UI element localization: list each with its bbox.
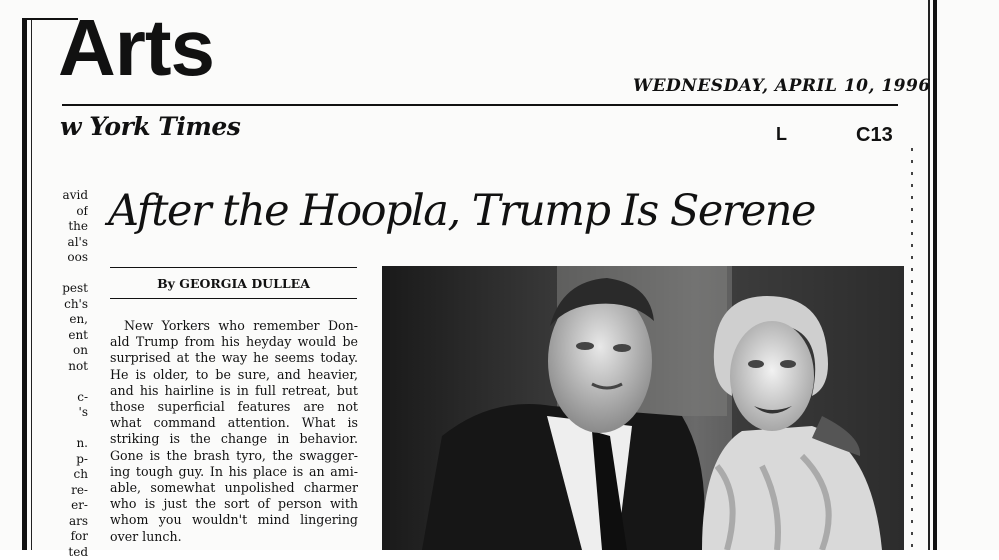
article-body-line: He is older, to be sure, and heavier,	[110, 367, 358, 383]
masthead: w York Times	[60, 112, 240, 141]
column-fragment: ent	[44, 328, 88, 344]
photo-illustration	[382, 266, 904, 550]
article-body-line: New Yorkers who remember Don-	[110, 318, 358, 334]
column-fragment: ted	[44, 545, 88, 560]
article-body-line: ald Trump from his heyday would be	[110, 334, 358, 350]
column-fragment: p-	[44, 452, 88, 468]
article-body-line: ing tough guy. In his place is an ami-	[110, 464, 358, 480]
section-title: Arts	[58, 8, 214, 88]
edition-letter: L	[776, 124, 787, 145]
header-rule	[62, 104, 898, 106]
column-fragment: not	[44, 359, 88, 375]
column-fragment: ch's	[44, 297, 88, 313]
article-body-line: able, somewhat unpolished charmer	[110, 480, 358, 496]
dateline: WEDNESDAY, APRIL 10, 1996	[633, 76, 931, 96]
article-body-line: what command attention. What is	[110, 415, 358, 431]
article-body-line: those superficial features are not	[110, 399, 358, 415]
column-fragment: er-	[44, 498, 88, 514]
column-fragment	[44, 421, 88, 437]
column-fragment: al's	[44, 235, 88, 251]
column-fragment: ars	[44, 514, 88, 530]
byline-rule-top	[110, 267, 357, 268]
column-fragment: 's	[44, 405, 88, 421]
adjacent-column-fragments	[44, 188, 88, 560]
column-fragment: for	[44, 529, 88, 545]
article-body-line: and his hairline is in full retreat, but	[110, 383, 358, 399]
column-fragment: re-	[44, 483, 88, 499]
column-fragment: ch	[44, 467, 88, 483]
scan-border-left	[22, 18, 27, 550]
column-fragment	[44, 266, 88, 282]
scan-border-left-inner	[31, 18, 32, 550]
article-byline: By GEORGIA DULLEA	[110, 276, 357, 291]
column-fragment: the	[44, 219, 88, 235]
article-body-line: who is just the sort of person with	[110, 496, 358, 512]
article-headline: After the Hoopla, Trump Is Serene	[108, 186, 815, 236]
article-body-line: striking is the change in behavior.	[110, 431, 358, 447]
article-body-line: over lunch.	[110, 529, 358, 545]
column-fragment: avid	[44, 188, 88, 204]
column-fragment: of	[44, 204, 88, 220]
article-body	[110, 318, 358, 545]
scan-border-right-outer	[933, 0, 937, 550]
column-fragment: pest	[44, 281, 88, 297]
column-fragment: on	[44, 343, 88, 359]
column-fragment: n.	[44, 436, 88, 452]
article-body-line: Gone is the brash tyro, the swagger-	[110, 448, 358, 464]
byline-rule-bottom	[110, 298, 357, 299]
article-body-line: whom you wouldn't mind lingering	[110, 512, 358, 528]
article-photo	[382, 266, 904, 550]
column-dotted-rule	[911, 148, 913, 548]
column-fragment: c-	[44, 390, 88, 406]
column-fragment: oos	[44, 250, 88, 266]
page-number: C13	[856, 124, 893, 147]
column-fragment: en,	[44, 312, 88, 328]
article-body-line: surprised at the way he seems today.	[110, 350, 358, 366]
column-fragment	[44, 374, 88, 390]
